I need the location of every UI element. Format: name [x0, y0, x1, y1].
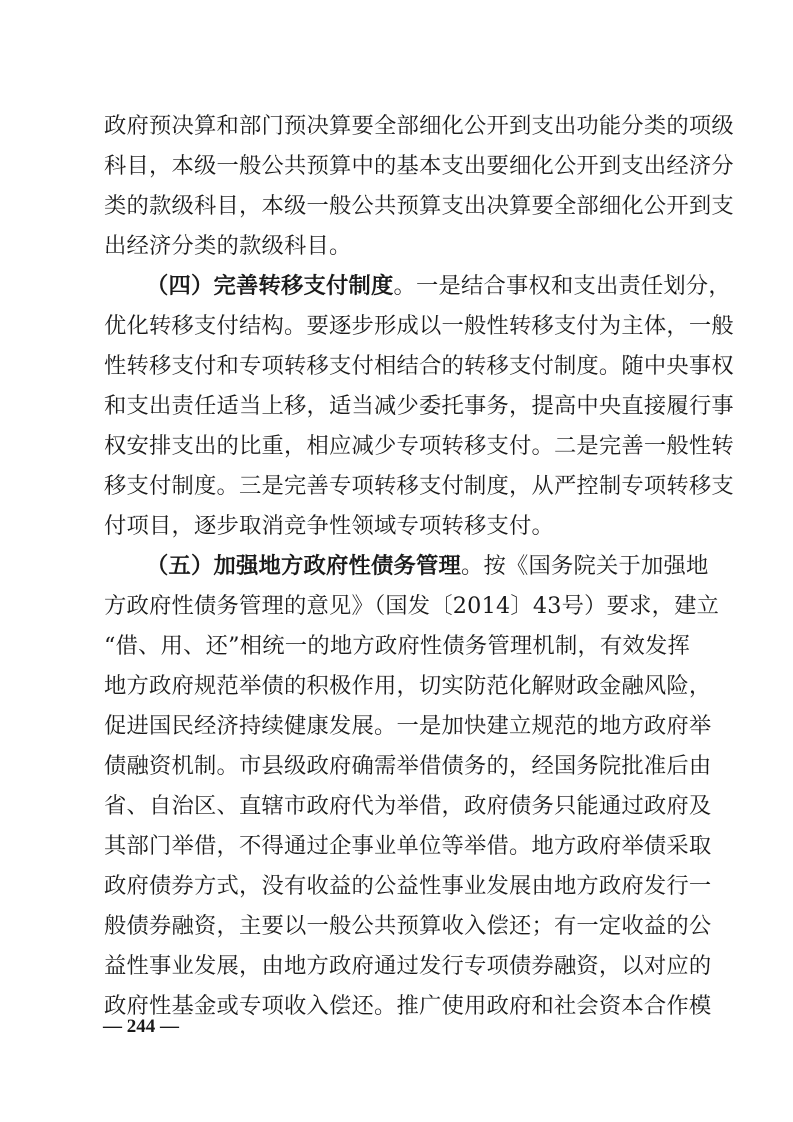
text-line: 促进国民经济持续健康发展。一是加快建立规范的地方政府举 [104, 713, 712, 739]
paragraph [104, 546, 720, 1026]
text-line: 政府性基金或专项收入偿还。推广使用政府和社会资本合作模 [104, 993, 712, 1019]
text-line: 政府债券方式，没有收益的公益性事业发展由地方政府发行一 [104, 873, 712, 899]
text-line: 省、自治区、直辖市政府代为举借，政府债务只能通过政府及 [104, 793, 712, 819]
text-line: 方政府性债务管理的意见》（国发〔2014〕43号）要求，建立 [104, 593, 720, 619]
text-line: 地方政府规范举债的积极作用，切实防范化解财政金融风险， [104, 673, 712, 699]
text-line: 其部门举借，不得通过企事业单位等举借。地方政府举债采取 [104, 833, 712, 859]
text-line: 和支出责任适当上移，适当减少委托事务，提高中央直接履行事 [104, 393, 734, 419]
section-heading: （四）完善转移支付制度 [146, 273, 394, 299]
paragraph [104, 266, 734, 546]
section-heading: （五）加强地方政府性债务管理 [146, 553, 461, 579]
text-line: 权安排支出的比重，相应减少专项转移支付。二是完善一般性转 [104, 433, 734, 459]
text-line: 般债券融资，主要以一般公共预算收入偿还；有一定收益的公 [104, 913, 712, 939]
document-body [104, 106, 734, 1026]
text-line [104, 546, 709, 586]
text-line: 政府预决算和部门预决算要全部细化公开到支出功能分类的项级 [104, 113, 734, 139]
text-line: “借、用、还”相统一的地方政府性债务管理机制，有效发挥 [104, 633, 690, 659]
text-line: 移支付制度。三是完善专项转移支付制度，从严控制专项转移支 [104, 473, 734, 499]
text-line: 出经济分类的款级科目。 [104, 233, 352, 259]
text-run: 。按《国务院关于加强地 [460, 553, 709, 579]
text-line [104, 266, 731, 306]
text-line: 付项目，逐步取消竞争性领域专项转移支付。 [104, 513, 554, 539]
text-run: 。一是结合事权和支出责任划分， [393, 273, 731, 299]
paragraph [104, 106, 734, 266]
text-line: 益性事业发展，由地方政府通过发行专项债券融资，以对应的 [104, 953, 712, 979]
text-line: 科目，本级一般公共预算中的基本支出要细化公开到支出经济分 [104, 153, 734, 179]
page-number: — 244 — [103, 1016, 179, 1037]
text-line: 债融资机制。市县级政府确需举借债务的，经国务院批准后由 [104, 753, 712, 779]
text-line: 类的款级科目，本级一般公共预算支出决算要全部细化公开到支 [104, 193, 734, 219]
text-line: 性转移支付和专项转移支付相结合的转移支付制度。随中央事权 [104, 353, 734, 379]
text-line: 优化转移支付结构。要逐步形成以一般性转移支付为主体，一般 [104, 313, 734, 339]
